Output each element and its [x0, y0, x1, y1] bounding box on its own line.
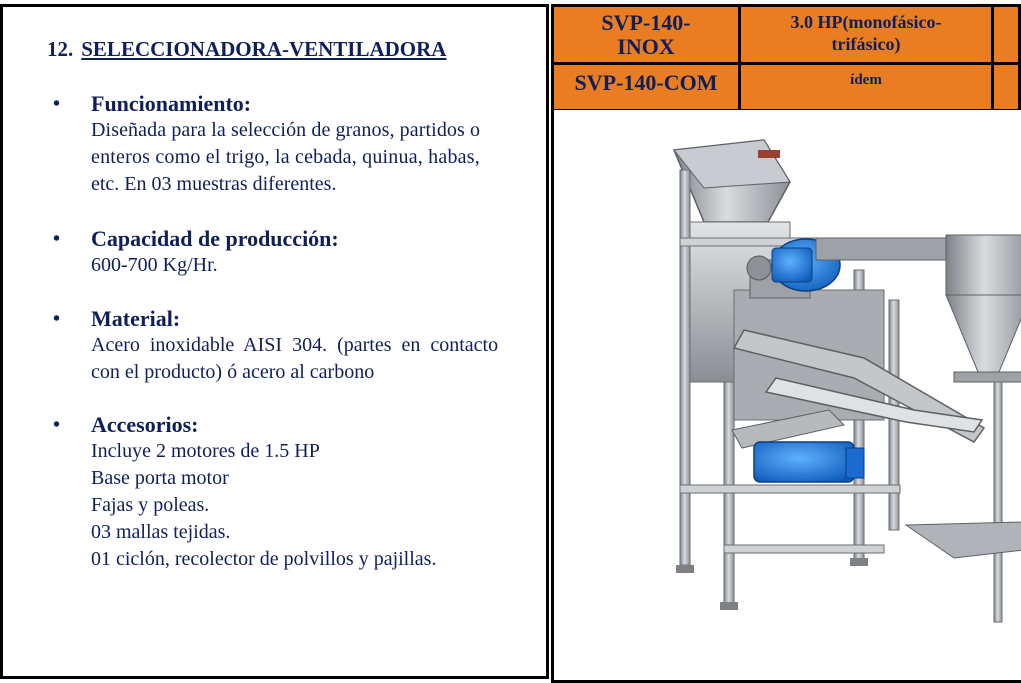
body-line: Acero inoxidable AISI 304. (partes en contacto: [91, 334, 499, 356]
bullet-icon: •: [53, 93, 61, 115]
model-line: SVP-140-COM: [574, 70, 718, 95]
body-line: con el producto) ó acero al carbono: [91, 361, 375, 383]
body-line: 03 mallas tejidas.: [91, 521, 231, 543]
description-panel: [0, 4, 549, 679]
body-line: Incluye 2 motores de 1.5 HP: [91, 440, 320, 462]
section-accesorios: [53, 412, 545, 573]
power-line: 3.0 HP(monofásico-: [790, 12, 942, 32]
section-capacidad: [53, 226, 545, 279]
machine-photo: [554, 110, 1021, 683]
body-line: 01 ciclón, recolector de polvillos y pajillas.: [91, 548, 437, 570]
item-title: SELECCIONADORA-VENTILADORA: [81, 37, 447, 61]
power-line: ídem: [850, 72, 882, 88]
bullet-icon: •: [53, 414, 61, 436]
section-body: [91, 438, 545, 573]
section-funcionamiento: [53, 91, 545, 198]
power-cell: [738, 4, 994, 65]
section-material: [53, 306, 545, 386]
power-cell: [738, 62, 994, 112]
extra-cell: [991, 62, 1021, 112]
power-line: trifásico): [831, 34, 901, 54]
item-number: 12.: [47, 37, 74, 61]
model-line: INOX: [617, 34, 675, 59]
bullet-icon: •: [53, 228, 61, 250]
section-title: Material:: [91, 306, 181, 331]
section-body: [91, 252, 545, 279]
body-line: enteros como el trigo, la cebada, quinua, habas,: [91, 146, 480, 168]
body-line: Diseñada para la selección de granos, partidos o: [91, 119, 481, 141]
product-photo-panel: [551, 110, 1021, 683]
body-line: Fajas y poleas.: [91, 494, 210, 516]
item-heading: [47, 37, 446, 62]
section-body: [91, 117, 545, 198]
body-line: Base porta motor: [91, 467, 229, 489]
body-line: 600-700 Kg/Hr.: [91, 254, 218, 276]
section-body: [91, 332, 545, 386]
extra-cell: [991, 4, 1021, 65]
body-line: etc. En 03 muestras diferentes.: [91, 173, 337, 195]
model-line: SVP-140-: [601, 10, 691, 35]
section-title: Funcionamiento:: [91, 91, 252, 116]
model-cell: [551, 4, 741, 65]
bullet-icon: •: [53, 308, 61, 330]
section-title: Accesorios:: [91, 412, 199, 437]
model-cell: [551, 62, 741, 112]
section-title: Capacidad de producción:: [91, 226, 339, 251]
